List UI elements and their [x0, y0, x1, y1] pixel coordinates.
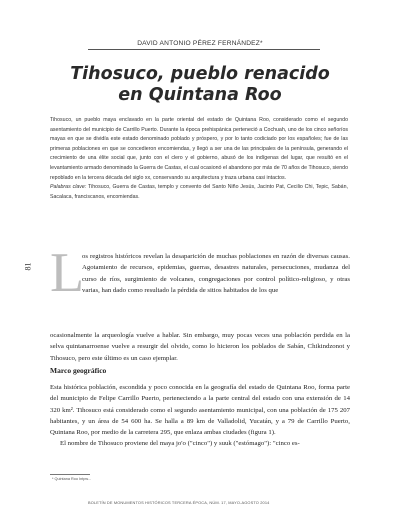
article-title: [0, 64, 400, 106]
footnote: * Quintana Roo Intpw...: [52, 477, 92, 481]
abstract-text: Tihosuco, un pueblo maya enclavado en la parte oriental del estado de Quintana Roo, considerado como el segundo asentamiento del municipio de Carrillo Puerto. Durante la época prehispánica perteneció a Cochuah, uno de los cinco señoríos mayas en que se dividía este estado denominado poblado y próspero, y por lo tanto codiciado por los españoles; fue de las primeras poblaciones en que se concedieron encomiendas, y llegó a ser una de las principales de la península, generando el crecimiento de una élite social que, junto con el clero y el gobierno, abusó de los indígenas del lugar, que resultó en el levantamiento armado denominado la Guerra de Castas, el cual ocasionó el abandono por más de 70 años de Tihosuco, siendo repoblado en la tercera década del siglo xx, conservando su arquitectura y traza urbana casi intactos.: [50, 117, 348, 181]
intro-paragraph-start: os registros históricos revelan la desaparición de muchas poblaciones en razón de diversas causas. Agotamiento de recursos, epidemias, guerras, desastres naturales, persecuciones, mudanza del curso de ríos, surgimiento de volcanes, congregaciones por control político-religioso, y otras varias, han dado como resultado la pérdida de sitios habitados de los que: [82, 253, 350, 294]
intro-paragraph-rest: ocasionalmente la arqueología vuelve a hablar. Sin embargo, muy pocas veces una población perdida en la selva quintanarroense vuelve a resurgir del olvido, como lo hicieron los poblados de Sabán, Chikindzonot y Tihosuco, pero este último es un caso ejemplar.: [50, 332, 350, 362]
keywords-label: Palabras clave:: [50, 184, 87, 191]
section-paragraph-1: Esta histórica población, escondida y poco conocida en la geografía del estado de Quintana Roo, forma parte del municipio de Felipe Carrillo Puerto, perteneciendo a la parte central del estado con una extensión de 14 320 km². Tihosuco está considerado como el segundo asentamiento municipal, con una población de 175 207 habitantes, y un área de 54 600 ha. Se halla a 89 km de Valladolid, Yucatán, y a 79 de Carrillo Puerto, Quintana Roo, por medio de la carretera 295, que enlaza ambas ciudades (figura 1).: [50, 384, 350, 437]
drop-cap: L: [50, 242, 85, 304]
keywords: [50, 183, 348, 202]
header-divider: [88, 49, 320, 50]
abstract: [50, 116, 348, 202]
title-line-1: Tihosuco, pueblo renacido: [70, 64, 330, 84]
page-number: 81: [23, 262, 33, 271]
keywords-list: Tihosuco, Guerra de Castas, templo y convento del Santo Niño Jesús, Jacinto Pat, Cecilio Chi, Tepic, Sabán, Sacalaca, franciscanos, encomiendas.: [50, 184, 348, 200]
footnote-divider: [50, 474, 90, 475]
section-paragraph-2: El nombre de Tihosuco proviene del maya jo'o ("cinco") y suuk ("estómago"): "cinco es-: [60, 440, 300, 448]
journal-footer: BOLETÍN DE MONUMENTOS HISTÓRICOS TERCERA ÉPOCA, NÚM. 17, MAYO-AGOSTO 2014: [88, 500, 270, 505]
author-name: DAVID ANTONIO PÉREZ FERNÁNDEZ*: [137, 40, 263, 47]
section-body: [50, 382, 350, 450]
title-line-2: en Quintana Roo: [118, 85, 282, 105]
section-heading: Marco geográfico: [50, 366, 107, 375]
